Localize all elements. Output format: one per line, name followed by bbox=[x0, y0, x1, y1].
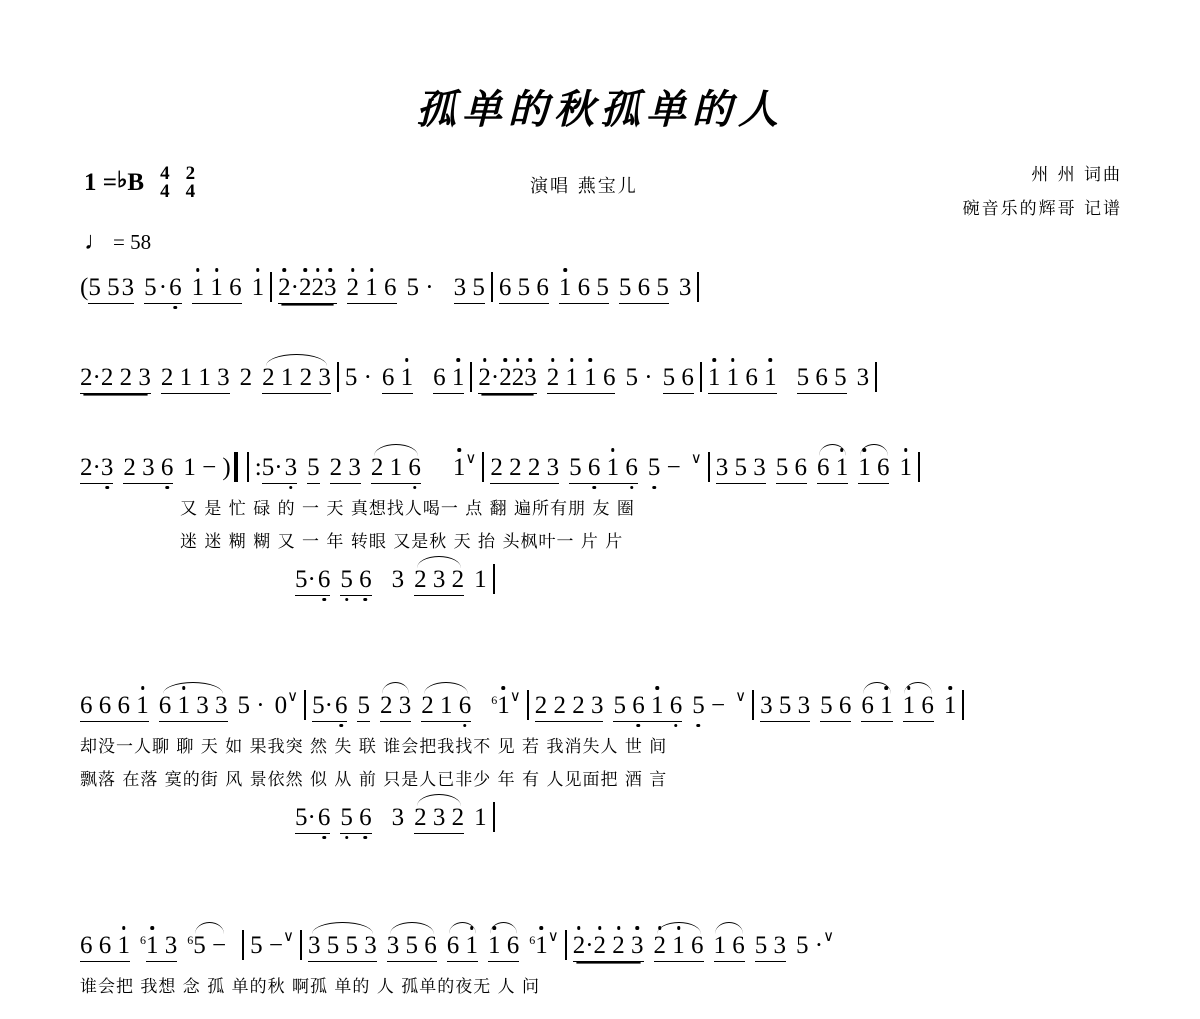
stave-line-1 bbox=[80, 272, 1130, 304]
key-label: 1 = bbox=[84, 169, 117, 197]
quarter-note-icon: ♩ bbox=[84, 228, 109, 255]
stave-line-5-lyric: 谁会把 我想 念 孤 单的秋 啊孤 单的 人 孤单的夜无 人 问 bbox=[80, 977, 541, 997]
stave-line-4-lyric-2: 飘落 在落 寞的街 风 景依然 似 从 前 只是人已非少 年 有 人见面把 酒 言 bbox=[80, 770, 668, 790]
singer-credit: 演唱 燕宝儿 bbox=[530, 176, 638, 197]
credit-notation: 碗音乐的辉哥 记谱 bbox=[962, 199, 1122, 219]
meter2-bottom: 4 bbox=[185, 181, 196, 203]
stave-line-3-lyric-2: 迷 迷 糊 糊 又 一 年 转眼 又是秋 天 抬 头枫叶一 片 片 bbox=[180, 532, 624, 552]
stave-line-4 bbox=[80, 690, 1130, 834]
stave-line-3 bbox=[80, 452, 1130, 596]
credit-lyricist: 州 州 词曲 bbox=[1031, 165, 1122, 185]
flat-icon: ♭ bbox=[117, 167, 128, 193]
stave-line-2 bbox=[80, 362, 1130, 394]
stave-line-3-lyric-1: 又 是 忙 碌 的 一 天 真想找人喝一 点 翻 遍所有朋 友 圈 bbox=[180, 499, 635, 519]
stave-line-4-notes: 6 6 6 1 6 1 3 3 5 · 0∨ 5· 6 5 2 3 2 1 6 $^6$1∨ 2 2 2 3 5 6 1 6 5 − ∨ 3 5 3 5 6 6 1 1 6 1 bbox=[80, 690, 1130, 722]
tempo-marking bbox=[84, 228, 151, 256]
page-title: 孤单的秋孤单的人 bbox=[416, 86, 784, 133]
stave-line-4-lyric-1: 却没一人聊 聊 天 如 果我突 然 失 联 谁会把我找不 见 若 我消失人 世 间 bbox=[80, 737, 668, 757]
stave-line-5-notes: 6 6 1 $^6$1 3 $^6$5 − 5 −∨ 3 5 5 3 3 5 6 6 1 1 6 $^6$1∨ 2·2 2 3 2 1 6 1 6 5 3 5 ·∨ bbox=[80, 930, 1130, 962]
meter2-top: 2 bbox=[185, 163, 196, 184]
time-signature-2 bbox=[186, 165, 196, 201]
stave-line-3-notes: 2·3 2 3 6 1 − ) :5· 3 5 2 3 2 1 6 1∨ 2 2 2 3 5 6 1 6 5 − ∨ 3 5 3 5 6 6 1 1 6 1 bbox=[80, 452, 1130, 484]
stave-line-2-notes: 2·2 2 3 2 1 1 3 2 2 1 2 3 5 · 6 1 6 1 2·223 2 1 1 6 5 · 5 6 1 1 6 1 5 6 5 3 bbox=[80, 362, 1130, 394]
meter1-top: 4 bbox=[160, 163, 170, 184]
key-note: B bbox=[127, 169, 145, 197]
credits-block bbox=[963, 158, 1122, 226]
stave-line-4-tail-notes: 5· 6 5 6 3 2 3 2 1 bbox=[295, 802, 1130, 834]
stave-line-1-notes: (5 5 3 5 · 6 1 1 6 1 2·223 2 1 6 5 · 3 5 6 5 6 1 6 5 5 6 5 3 bbox=[80, 272, 1130, 304]
stave-line-3-tail-notes: 5· 6 5 6 3 2 3 2 1 bbox=[295, 564, 1130, 596]
key-signature bbox=[84, 165, 195, 201]
tempo-value: = 58 bbox=[113, 229, 152, 254]
time-signature-1 bbox=[160, 165, 170, 201]
meter1-bottom: 4 bbox=[160, 181, 170, 203]
stave-line-5 bbox=[80, 930, 1130, 997]
